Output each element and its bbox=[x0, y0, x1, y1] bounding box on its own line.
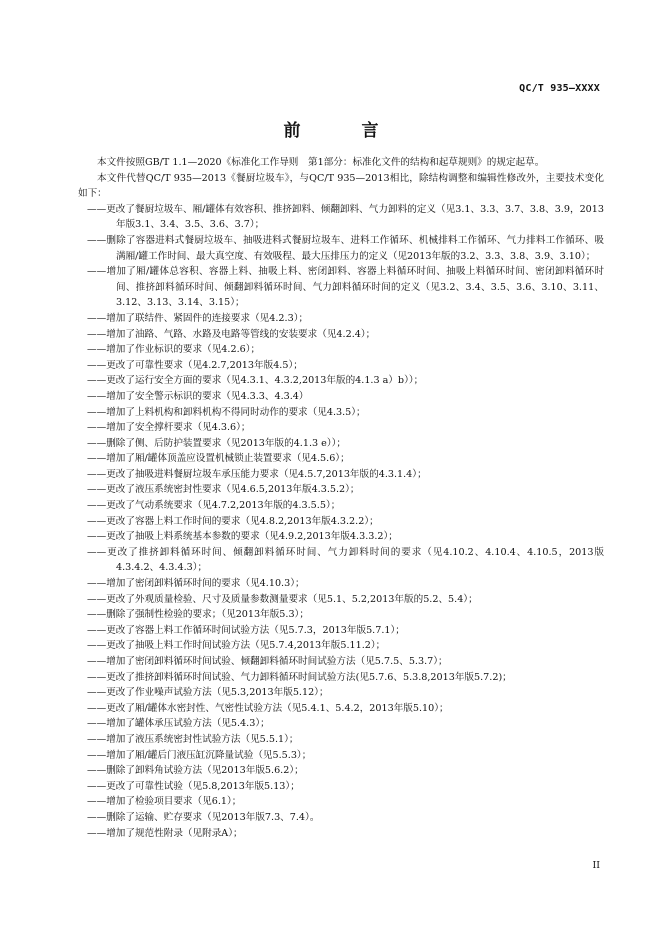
change-item: ——增加了安全撑杆要求（见4.3.6）； bbox=[87, 422, 251, 434]
change-item: ——增加了罐体承压试验方法（见5.4.3）； bbox=[87, 718, 270, 730]
page-number: II bbox=[592, 860, 600, 871]
change-item: ——增加了检验项目要求（见6.1）； bbox=[87, 796, 242, 808]
page-title: 前 言 bbox=[283, 121, 401, 141]
change-item: ——更改了餐厨垃圾车、厢/罐体有效容积、推挤卸料、倾翻卸料、气力卸料的定义（见3.1、3.3、3.7、3.8、3.9，2013年版3.1、3.4、3.5、3.6、3.7）； bbox=[87, 203, 604, 231]
change-item: ——增加了联结件、紧固件的连接要求（见4.2.3）； bbox=[87, 312, 309, 324]
change-item: ——删除了运输、贮存要求（见2013年版7.3、7.4）。 bbox=[87, 811, 320, 823]
change-item: ——增加了密闭卸料循环时间的要求（见4.10.3）； bbox=[87, 578, 305, 590]
change-item: ——删除了强制性检验的要求；（见2013年版5.3）； bbox=[87, 609, 309, 621]
change-item: ——增加了油路、气路、水路及电路等管线的安装要求（见4.2.4）； bbox=[87, 328, 376, 340]
change-item: ——更改了运行安全方面的要求（见4.3.1、4.3.2,2013年版的4.1.3 a）b））； bbox=[87, 375, 424, 387]
change-item: ——增加了液压系统密封性试验方法（见5.5.1）； bbox=[87, 733, 299, 745]
change-item: ——更改了推挤卸料循环时间、倾翻卸料循环时间、气力卸料时间的要求（见4.10.2、4.10.4、4.10.5，2013版4.3.4.2、4.3.4.3）； bbox=[87, 546, 604, 574]
change-item: ——更改了容器上料工作时间的要求（见4.8.2,2013年版4.3.2.2）； bbox=[87, 515, 379, 527]
change-item: ——删除了侧、后防护装置要求（见2013年版的4.1.3 e））； bbox=[87, 437, 347, 449]
change-item: ——增加了厢/罐体总容积、容器上料、抽吸上料、密闭卸料、容器上料循环时间、抽吸上料循环时间、密闭卸料循环时间、推挤卸料循环时间、倾翻卸料循环时间、气力卸料循环时间的定义（见3.2、3.4、3.5、3.6、3.10、3.11、3.12、3.13、3.14、3.15）； bbox=[87, 266, 604, 309]
change-item: ——增加了厢/罐后门液压缸沉降量试验（见5.5.3）； bbox=[87, 749, 312, 761]
standard-code: QC/T 935—XXXX bbox=[519, 83, 600, 94]
change-item: ——更改了作业噪声试验方法（见5.3,2013年版5.12）； bbox=[87, 687, 329, 699]
change-item: ——更改了抽吸进料餐厨垃圾车承压能力要求（见4.5.7,2013年版的4.3.1.4）； bbox=[87, 468, 427, 480]
change-item: ——增加了安全警示标识的要求（见4.3.3、4.3.4） bbox=[87, 390, 309, 402]
change-item: ——增加了密闭卸料循环时间试验、倾翻卸料循环时间试验方法（见5.7.5、5.3.7）； bbox=[87, 656, 448, 667]
change-item: ——更改了抽吸上料工作时间试验方法（见5.7.4,2013年版5.11.2）； bbox=[87, 640, 386, 652]
intro-paragraph: 本文件按照GB/T 1.1—2020《标准化工作导则 第1部分：标准化文件的结构和起草规则》的规定起草。 bbox=[97, 157, 545, 168]
document-body bbox=[78, 155, 604, 841]
replacement-paragraph: 本文件代替QC/T 935—2013《餐厨垃圾车》，与QC/T 935—2013相比，除结构调整和编辑性修改外，主要技术变化如下： bbox=[78, 172, 604, 200]
change-item: ——更改了抽吸上料系统基本参数的要求（见4.9.2,2013年版4.3.3.2）； bbox=[87, 531, 398, 543]
technical-changes-list bbox=[78, 202, 604, 841]
change-item: ——增加了厢/罐体顶盖应设置机械锁止装置要求（见4.5.6）； bbox=[87, 453, 350, 465]
change-item: ——更改了厢/罐体水密封性、气密性试验方法（见5.4.1、5.4.2，2013年版5.10）； bbox=[87, 702, 449, 714]
change-item: ——更改了容器上料工作循环时间试验方法（见5.7.3，2013年版5.7.1）； bbox=[87, 624, 405, 636]
change-item: ——增加了规范性附录（见附录A）； bbox=[87, 827, 243, 839]
change-item: ——更改了液压系统密封性要求（见4.6.5,2013年版4.3.5.2）； bbox=[87, 484, 360, 496]
change-item: ——增加了上料机构和卸料机构不得同时动作的要求（见4.3.5）； bbox=[87, 406, 366, 418]
change-item: ——删除了容器进料式餐厨垃圾车、抽吸进料式餐厨垃圾车、进料工作循环、机械排料工作循环、气力排料工作循环、吸满厢/罐工作时间、最大真空度、有效吸程、最大压排压力的定义（见2013年版的3.2、3.3、3.8、3.9、3.10）； bbox=[87, 234, 604, 262]
change-item: ——删除了卸料角试验方法（见2013年版5.6.2）； bbox=[87, 765, 304, 777]
change-item: ——更改了外观质量检验、尺寸及质量参数测量要求（见5.1、5.2,2013年版的5.2、5.4）； bbox=[87, 593, 478, 605]
change-item: ——更改了可靠性试验（见5.8,2013年版5.13）； bbox=[87, 780, 300, 792]
change-item: ——更改了可靠性要求（见4.2.7,2013年版4.5）； bbox=[87, 359, 303, 371]
change-item: ——更改了气动系统要求（见4.7.2,2013年版的4.3.5.5）； bbox=[87, 500, 341, 512]
change-item: ——更改了推挤卸料循环时间试验、气力卸料循环时间试验方法(见5.7.6、5.3.8,2013年版5.7.2)； bbox=[87, 671, 512, 683]
change-item: ——增加了作业标识的要求（见4.2.6）； bbox=[87, 344, 261, 356]
